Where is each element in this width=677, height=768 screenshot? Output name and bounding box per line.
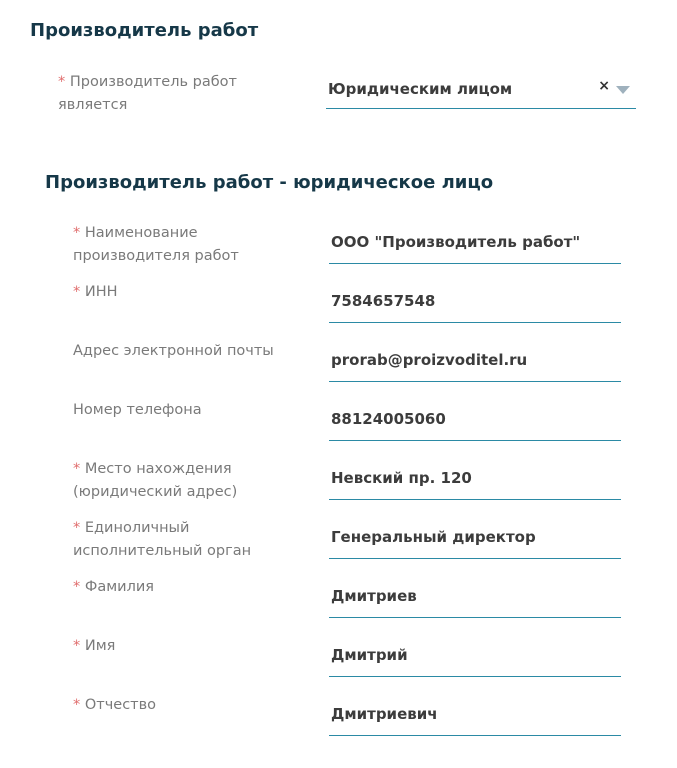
first-name-value: Дмитрий	[331, 646, 408, 664]
required-asterisk: *	[73, 284, 81, 300]
section-title-contractor: Производитель работ	[30, 20, 259, 41]
patronymic-label	[73, 694, 283, 717]
first-name-label	[73, 635, 283, 658]
inn-label-text: ИНН	[80, 284, 118, 300]
first-name-input[interactable]	[329, 638, 621, 677]
executive-body-input[interactable]	[329, 520, 621, 559]
phone-value: 88124005060	[331, 410, 446, 428]
executive-body-label	[73, 517, 283, 563]
required-asterisk: *	[73, 461, 81, 477]
contractor-type-value: Юридическим лицом	[328, 80, 513, 98]
legal-address-input[interactable]	[329, 461, 621, 500]
executive-body-value: Генеральный директор	[331, 528, 536, 546]
legal-address-label-text: Место нахождения (юридический адрес)	[73, 461, 238, 500]
patronymic-value: Дмитриевич	[331, 705, 438, 723]
org-name-label-text: Наименование производителя работ	[73, 225, 239, 264]
clear-icon[interactable]: ×	[598, 78, 610, 94]
contractor-type-label-text: Производитель работ является	[58, 74, 237, 113]
required-asterisk: *	[73, 225, 81, 241]
email-value: prorab@proizvoditel.ru	[331, 351, 528, 369]
last-name-input[interactable]	[329, 579, 621, 618]
org-name-value: ООО "Производитель работ"	[331, 233, 581, 251]
required-asterisk: *	[73, 697, 81, 713]
patronymic-input[interactable]	[329, 697, 621, 736]
patronymic-label-text: Отчество	[80, 697, 157, 713]
phone-label-text: Номер телефона	[73, 402, 202, 418]
inn-input[interactable]	[329, 284, 621, 323]
legal-address-label	[73, 458, 283, 504]
chevron-down-icon[interactable]	[616, 86, 630, 94]
email-label	[73, 340, 283, 363]
inn-value: 7584657548	[331, 292, 436, 310]
last-name-label-text: Фамилия	[80, 579, 155, 595]
required-asterisk: *	[58, 74, 66, 90]
first-name-label-text: Имя	[80, 638, 116, 654]
org-name-input[interactable]	[329, 225, 621, 264]
email-input[interactable]	[329, 343, 621, 382]
contractor-type-select[interactable]	[326, 70, 636, 109]
inn-label	[73, 281, 283, 304]
email-label-text: Адрес электронной почты	[73, 343, 274, 359]
phone-label	[73, 399, 283, 422]
phone-input[interactable]	[329, 402, 621, 441]
last-name-value: Дмитриев	[331, 587, 417, 605]
required-asterisk: *	[73, 520, 81, 536]
last-name-label	[73, 576, 283, 599]
section-title-legal-entity: Производитель работ - юридическое лицо	[45, 172, 494, 193]
required-asterisk: *	[73, 579, 81, 595]
required-asterisk: *	[73, 638, 81, 654]
legal-address-value: Невский пр. 120	[331, 469, 472, 487]
contractor-type-label	[58, 71, 258, 117]
executive-body-label-text: Единоличный исполнительный орган	[73, 520, 252, 559]
org-name-label	[73, 222, 283, 268]
